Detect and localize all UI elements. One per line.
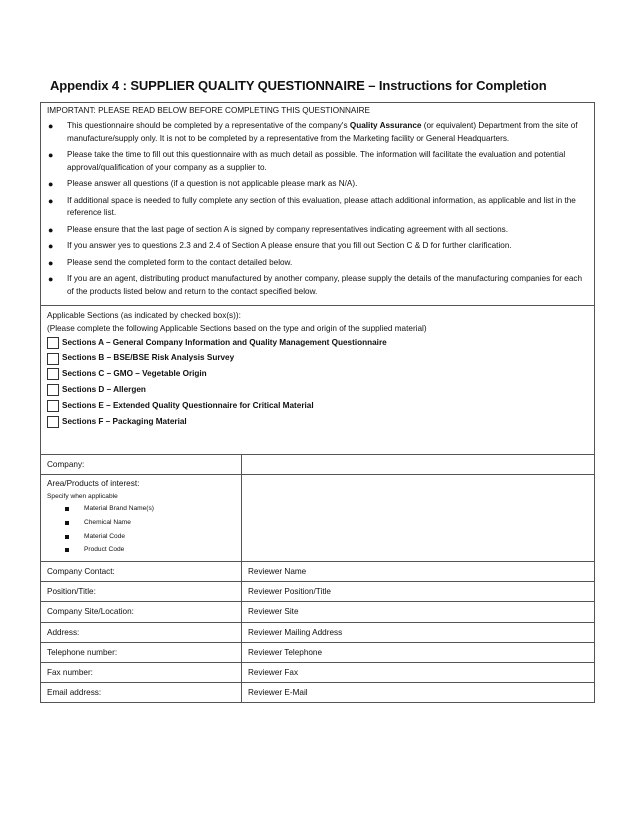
bullet-icon: ●	[48, 257, 54, 268]
list-item-label: Material Brand Name(s)	[84, 504, 154, 512]
applicable-sections	[41, 306, 594, 455]
telephone-label: Telephone number:	[41, 642, 242, 662]
table-row	[41, 582, 594, 602]
list-item	[65, 543, 235, 557]
contact-form-table	[41, 455, 594, 703]
section-a-label: Sections A – General Company Information and Quality Management Questionnaire	[62, 337, 387, 347]
instruction-text: If additional space is needed to fully complete any section of this evaluation, please attach additional information, as applicable and list in the reference list.	[67, 195, 576, 217]
section-a-option	[47, 335, 588, 351]
reviewer-email-field[interactable]: Reviewer E-Mail	[248, 688, 308, 698]
reviewer-position-field[interactable]: Reviewer Position/Title	[242, 582, 595, 602]
bullet-icon: ●	[48, 150, 54, 160]
email-label: Email address:	[41, 683, 242, 703]
section-d-option	[47, 382, 588, 398]
square-bullet-icon	[65, 548, 69, 552]
area-products-note: Specify when applicable	[47, 492, 118, 500]
quality-assurance-text: Quality Assurance	[349, 121, 422, 130]
list-item-label: Chemical Name	[84, 518, 131, 526]
position-title-label: Position/Title:	[41, 582, 242, 602]
reviewer-fax-field[interactable]: Reviewer Fax	[242, 662, 595, 682]
table-row	[41, 474, 594, 561]
list-item-label: Material Code	[84, 532, 126, 540]
reviewer-site-field[interactable]: Reviewer Site	[242, 602, 595, 622]
section-d-label: Sections D – Allergen	[62, 385, 146, 395]
area-products-list	[47, 502, 235, 557]
company-label: Company:	[41, 455, 242, 475]
table-row	[41, 662, 594, 682]
section-e-label: Sections E – Extended Quality Questionnaire for Critical Material	[62, 400, 314, 410]
instruction-text: If you answer yes to questions 2.3 and 2.4 of Section A please ensure that you fill out Section C & D for further clarification.	[67, 241, 512, 250]
important-heading: IMPORTANT: PLEASE READ BELOW BEFORE COMPLETING THIS QUESTIONNAIRE	[47, 106, 371, 115]
section-e-option	[47, 398, 588, 414]
instruction-text: Please ensure that the last page of section A is signed by company representatives indicating agreement with all sections.	[67, 224, 509, 234]
section-f-option	[47, 414, 588, 430]
instruction-list	[47, 120, 588, 298]
section-c-label: Sections C – GMO – Vegetable Origin	[62, 369, 207, 379]
instruction-item	[47, 273, 588, 298]
section-e-checkbox[interactable]	[47, 400, 59, 412]
list-item	[65, 516, 235, 530]
page-title: Appendix 4 : SUPPLIER QUALITY QUESTIONNAIRE – Instructions for Completion	[50, 78, 547, 93]
questionnaire-sheet	[40, 102, 595, 703]
section-c-checkbox[interactable]	[47, 368, 59, 380]
bullet-icon: ●	[48, 195, 54, 206]
square-bullet-icon	[65, 507, 69, 511]
instruction-text: (or equivalent) Department from the site of manufacture/supply only. It is not to be completed by a representative from the Marketing facility or General Headquarters.	[67, 121, 578, 143]
instruction-item	[47, 178, 588, 191]
fax-label: Fax number:	[41, 662, 242, 682]
instruction-item	[47, 224, 588, 237]
section-c-option	[47, 367, 588, 383]
table-row	[41, 602, 594, 622]
table-row	[41, 455, 594, 475]
reviewer-name-field[interactable]: Reviewer Name	[242, 561, 595, 581]
bullet-icon: ●	[48, 224, 54, 235]
square-bullet-icon	[65, 521, 69, 525]
company-site-label: Company Site/Location:	[41, 602, 242, 622]
list-item	[65, 530, 235, 544]
applicable-note: (Please complete the following Applicable Sections based on the type and origin of the supplied material)	[47, 323, 427, 333]
area-products-field[interactable]	[242, 474, 595, 561]
bullet-icon: ●	[48, 241, 54, 251]
list-item	[65, 502, 235, 516]
instruction-item	[47, 195, 588, 220]
instruction-text: This questionnaire should be completed by a representative of the company's	[67, 121, 350, 130]
section-a-checkbox[interactable]	[47, 337, 59, 349]
section-f-checkbox[interactable]	[47, 416, 59, 428]
table-row	[41, 622, 594, 642]
important-section	[41, 103, 594, 306]
area-products-label: Area/Products of interest:	[47, 478, 140, 488]
reviewer-telephone-field[interactable]: Reviewer Telephone	[242, 642, 595, 662]
bullet-icon: ●	[48, 274, 54, 284]
instruction-text: Please take the time to fill out this questionnaire with as much detail as possible. The information will facilitate the evaluation and potential approval/qualification of your company as a supplier to.	[67, 150, 566, 172]
section-f-label: Sections F – Packaging Material	[62, 416, 187, 426]
table-row	[41, 683, 594, 703]
company-contact-label: Company Contact:	[41, 561, 242, 581]
reviewer-address-field[interactable]: Reviewer Mailing Address	[242, 622, 595, 642]
instruction-text: If you are an agent, distributing product manufactured by another company, please supply the details of the manufacturing companies for each of the products listed below and return to the contact specified below.	[67, 274, 583, 296]
table-row	[41, 561, 594, 581]
company-field[interactable]	[242, 455, 595, 475]
section-d-checkbox[interactable]	[47, 384, 59, 396]
bullet-icon: ●	[48, 121, 54, 131]
instruction-text: Please answer all questions (if a question is not applicable please mark as N/A).	[67, 179, 358, 188]
area-products-cell	[41, 474, 242, 561]
section-b-label: Sections B – BSE/BSE Risk Analysis Survey	[62, 353, 235, 363]
instruction-item	[47, 120, 588, 145]
list-item-label: Product Code	[84, 546, 125, 554]
instruction-item	[47, 149, 588, 174]
instruction-text: Please send the completed form to the contact detailed below.	[67, 257, 293, 267]
instruction-item	[47, 257, 588, 270]
bullet-icon: ●	[48, 179, 54, 189]
address-label: Address:	[41, 622, 242, 642]
table-row	[41, 642, 594, 662]
section-b-checkbox[interactable]	[47, 353, 59, 365]
section-b-option	[47, 351, 588, 367]
applicable-heading: Applicable Sections (as indicated by checked box(s)):	[47, 311, 241, 320]
square-bullet-icon	[65, 535, 69, 539]
instruction-item	[47, 240, 588, 253]
